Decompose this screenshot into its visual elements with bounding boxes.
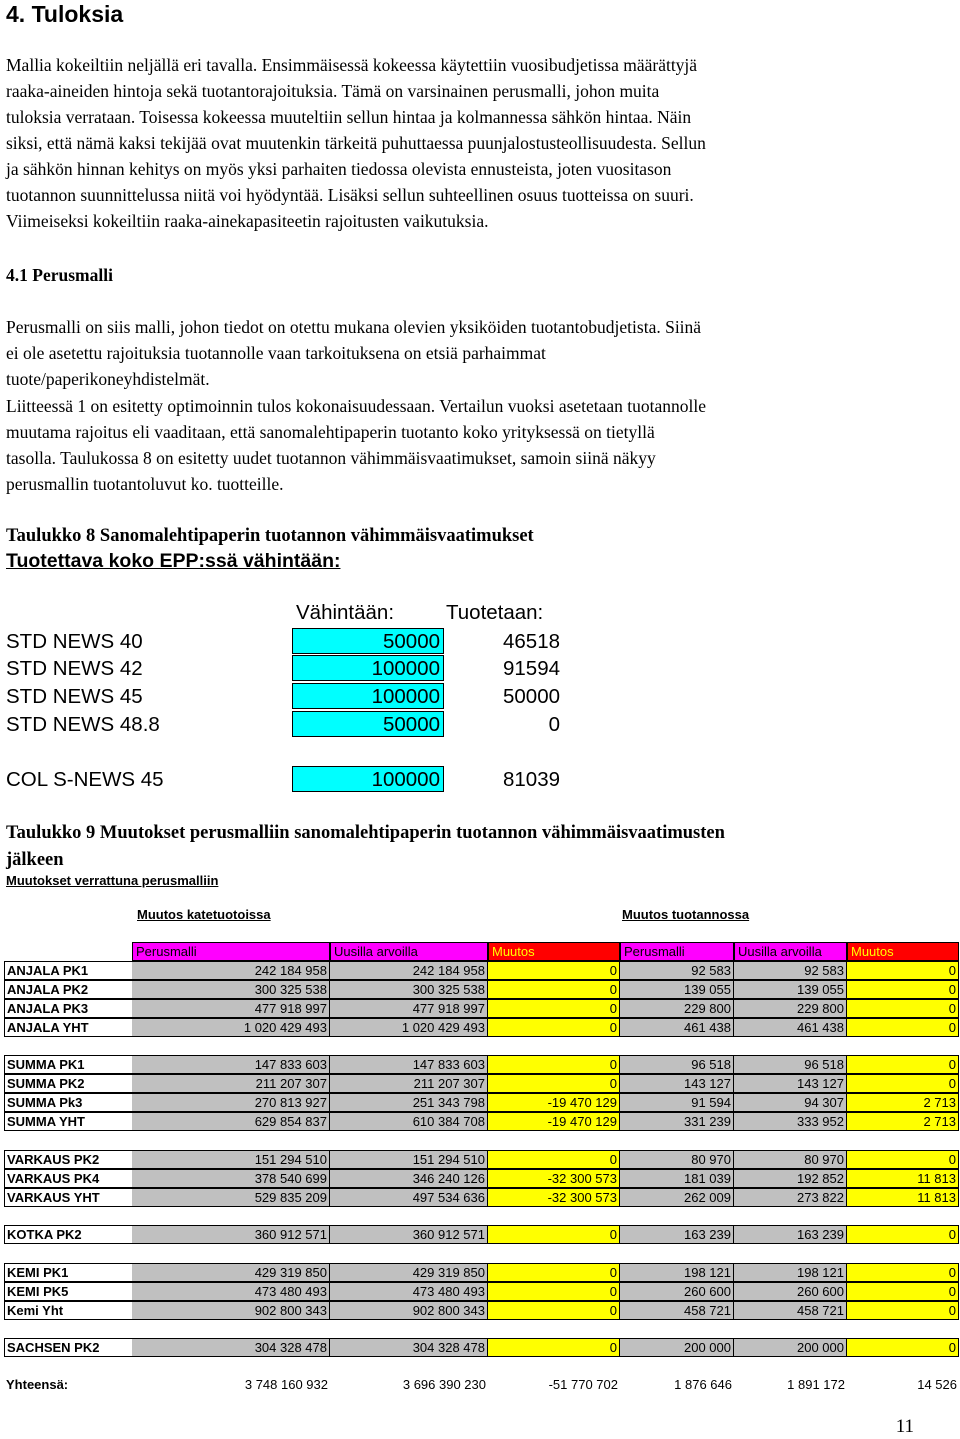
page-number: 11 [895,1416,914,1437]
row-label: SUMMA PK2 [4,1074,132,1093]
change-margin-cell: 0 [488,1018,620,1037]
base-margin-cell: 477 918 997 [132,999,330,1018]
total-new-production: 1 891 172 [787,1377,845,1392]
new-production-cell: 198 121 [734,1263,847,1282]
row-label: ANJALA PK2 [4,980,132,999]
change-production-cell: 0 [847,980,959,999]
col-header-change-production: Muutos [847,942,959,961]
change-production-cell: 2 713 [847,1112,959,1131]
new-margin-cell: 497 534 636 [330,1188,488,1207]
base-production-cell: 143 127 [620,1074,734,1093]
base-margin-cell: 902 800 343 [132,1301,330,1320]
table8-row [0,766,960,793]
product-name: STD NEWS 40 [6,630,143,653]
change-production-cell: 0 [847,1055,959,1074]
change-production-cell: 2 713 [847,1093,959,1112]
base-production-cell: 181 039 [620,1169,734,1188]
base-margin-cell: 473 480 493 [132,1282,330,1301]
change-margin-cell: 0 [488,1150,620,1169]
row-label: ANJALA YHT [4,1018,132,1037]
change-margin-cell: -19 470 129 [488,1093,620,1112]
base-production-cell: 260 600 [620,1282,734,1301]
table9-caption-line2: jälkeen [6,850,64,870]
base-production-cell: 96 518 [620,1055,734,1074]
total-base-margin: 3 748 160 932 [244,1377,328,1392]
new-margin-cell: 902 800 343 [330,1301,488,1320]
base-production-cell: 91 594 [620,1093,734,1112]
section-title: 4.1 Perusmalli [6,265,113,285]
total-change-production: 14 526 [917,1377,957,1392]
change-production-cell: 0 [847,1074,959,1093]
base-margin-cell: 300 325 538 [132,980,330,999]
row-label: VARKAUS PK2 [4,1150,132,1169]
text-line: ja sähkön hinnan kehitys on myös yksi parhaiten tiedossa olevista ennusteista, joten vuositason [6,159,672,179]
row-label: VARKAUS PK4 [4,1169,132,1188]
change-production-cell: 0 [847,1225,959,1244]
text-line: siksi, että nämä kaksi tekijää ovat muutenkin tärkeitä puhuttaessa puunjalostusteollisuudesta. Sellun [6,133,706,153]
change-production-cell: 0 [847,1301,959,1320]
new-margin-cell: 477 918 997 [330,999,488,1018]
base-production-cell: 262 009 [620,1188,734,1207]
new-margin-cell: 147 833 603 [330,1055,488,1074]
row-label: KEMI PK5 [4,1282,132,1301]
base-production-cell: 458 721 [620,1301,734,1320]
text-line: tuotannon suunnittelussa niitä voi hyödyntää. Lisäksi sellun suhteellinen osuus tuotteissa on suuri. [6,185,694,205]
produced-value: 91594 [502,657,560,680]
change-production-cell: 0 [847,1018,959,1037]
row-label: SUMMA Pk3 [4,1093,132,1112]
new-production-cell: 229 800 [734,999,847,1018]
base-margin-cell: 270 813 927 [132,1093,330,1112]
base-margin-cell: 211 207 307 [132,1074,330,1093]
intro-paragraph [6,52,956,234]
min-value-cell: 100000 [292,683,444,709]
col-header-new-margin: Uusilla arvoilla [330,942,488,961]
base-production-cell: 461 438 [620,1018,734,1037]
total-label: Yhteensä: [6,1377,69,1392]
table9-caption-line1: Taulukko 9 Muutokset perusmalliin sanomalehtipaperin tuotannon vähimmäisvaatimusten [6,823,725,843]
base-production-cell: 229 800 [620,999,734,1018]
table8-row [0,655,960,682]
base-margin-cell: 429 319 850 [132,1263,330,1282]
base-production-cell: 163 239 [620,1225,734,1244]
produced-value: 81039 [502,768,560,791]
change-production-cell: 0 [847,1338,959,1357]
chapter-heading: 4. Tuloksia [6,1,124,27]
text-line: tuote/paperikoneyhdistelmät. [6,369,210,389]
min-value-cell: 100000 [292,655,444,681]
text-line: tasolla. Taulukossa 8 on esitetty uudet tuotannon vähimmäisvaatimukset, samoin siinä näkyy [6,448,656,468]
min-value-cell: 50000 [292,711,444,737]
change-production-cell: 0 [847,1263,959,1282]
change-production-cell: 11 813 [847,1188,959,1207]
new-margin-cell: 429 319 850 [330,1263,488,1282]
base-margin-cell: 304 328 478 [132,1338,330,1357]
min-value-cell: 100000 [292,766,444,792]
text-line: Perusmalli on siis malli, johon tiedot on otettu mukana olevien yksiköiden tuotantobudjetista. Siinä [6,317,702,337]
row-label: SACHSEN PK2 [4,1338,132,1357]
change-margin-cell: -32 300 573 [488,1188,620,1207]
new-production-cell: 96 518 [734,1055,847,1074]
base-margin-cell: 147 833 603 [132,1055,330,1074]
table8-row [0,683,960,710]
body-paragraph-2 [6,393,956,497]
table8-caption: Taulukko 8 Sanomalehtipaperin tuotannon vähimmäisvaatimukset [6,526,534,546]
col-header-change-margin: Muutos [488,942,620,961]
row-label: Kemi Yht [4,1301,132,1320]
new-production-cell: 92 583 [734,961,847,980]
col-header-new-production: Uusilla arvoilla [734,942,847,961]
body-paragraph-1 [6,314,956,392]
total-new-margin: 3 696 390 230 [402,1377,486,1392]
row-label: SUMMA PK1 [4,1055,132,1074]
group-label-margin: Muutos katetuotoissa [137,907,271,922]
change-margin-cell: -19 470 129 [488,1112,620,1131]
product-name: STD NEWS 48.8 [6,713,160,736]
new-production-cell: 139 055 [734,980,847,999]
new-production-cell: 333 952 [734,1112,847,1131]
change-margin-cell: 0 [488,980,620,999]
new-production-cell: 200 000 [734,1338,847,1357]
product-name: STD NEWS 42 [6,657,143,680]
total-change-margin: -51 770 702 [548,1377,618,1392]
text-line: muutama rajoitus eli vaaditaan, että sanomalehtipaperin tuotanto koko yrityksessä on tietyllä [6,422,655,442]
base-margin-cell: 1 020 429 493 [132,1018,330,1037]
change-production-cell: 0 [847,1282,959,1301]
new-margin-cell: 473 480 493 [330,1282,488,1301]
product-name: COL S-NEWS 45 [6,768,164,791]
new-production-cell: 94 307 [734,1093,847,1112]
change-margin-cell: -32 300 573 [488,1169,620,1188]
new-production-cell: 461 438 [734,1018,847,1037]
new-margin-cell: 304 328 478 [330,1338,488,1357]
row-label: ANJALA PK3 [4,999,132,1018]
text-line: Liitteessä 1 on esitetty optimoinnin tulos kokonaisuudessaan. Vertailun vuoksi asetetaan tuotannolle [6,396,707,416]
change-margin-cell: 0 [488,999,620,1018]
product-name: STD NEWS 45 [6,685,143,708]
base-margin-cell: 360 912 571 [132,1225,330,1244]
total-base-production: 1 876 646 [674,1377,732,1392]
row-label: SUMMA YHT [4,1112,132,1131]
table8-row [0,628,960,655]
row-label: KOTKA PK2 [4,1225,132,1244]
base-production-cell: 331 239 [620,1112,734,1131]
table8-header-min: Vähintään: [296,601,395,624]
base-margin-cell: 151 294 510 [132,1150,330,1169]
change-production-cell: 0 [847,999,959,1018]
table9-subtitle: Muutokset verrattuna perusmalliin [6,873,219,888]
min-value-cell: 50000 [292,628,444,654]
base-margin-cell: 242 184 958 [132,961,330,980]
change-margin-cell: 0 [488,1338,620,1357]
base-production-cell: 200 000 [620,1338,734,1357]
group-label-production: Muutos tuotannossa [622,907,750,922]
change-margin-cell: 0 [488,961,620,980]
base-production-cell: 80 970 [620,1150,734,1169]
change-margin-cell: 0 [488,1225,620,1244]
col-header-base-production: Perusmalli [620,942,734,961]
base-production-cell: 139 055 [620,980,734,999]
change-margin-cell: 0 [488,1301,620,1320]
new-margin-cell: 1 020 429 493 [330,1018,488,1037]
row-label: ANJALA PK1 [4,961,132,980]
text-line: tuloksia verrataan. Toisessa kokeessa muuteltiin sellun hintaa ja kolmannessa sähkön hintaa. Näin [6,107,692,127]
change-production-cell: 0 [847,1150,959,1169]
row-label: KEMI PK1 [4,1263,132,1282]
base-margin-cell: 378 540 699 [132,1169,330,1188]
produced-value: 0 [548,713,560,736]
change-margin-cell: 0 [488,1055,620,1074]
new-margin-cell: 346 240 126 [330,1169,488,1188]
change-margin-cell: 0 [488,1074,620,1093]
base-production-cell: 198 121 [620,1263,734,1282]
text-line: perusmallin tuotantoluvut ko. tuotteille. [6,474,284,494]
new-margin-cell: 360 912 571 [330,1225,488,1244]
produced-value: 50000 [502,685,560,708]
text-line: Mallia kokeiltiin neljällä eri tavalla. Ensimmäisessä kokeessa käytettiin vuosibudjetissa määrättyjä [6,55,698,75]
text-line: ei ole asetettu rajoituksia tuotannolle vaan tarkoituksena on etsiä parhaimmat [6,343,546,363]
base-margin-cell: 529 835 209 [132,1188,330,1207]
new-production-cell: 260 600 [734,1282,847,1301]
base-margin-cell: 629 854 837 [132,1112,330,1131]
table8-row [0,711,960,738]
text-line: Viimeiseksi kokeiltiin raaka-ainekapasiteetin rajoitusten vaikutuksia. [6,211,489,231]
new-margin-cell: 251 343 798 [330,1093,488,1112]
produced-value: 46518 [502,630,560,653]
row-label: VARKAUS YHT [4,1188,132,1207]
change-production-cell: 11 813 [847,1169,959,1188]
new-margin-cell: 610 384 708 [330,1112,488,1131]
new-production-cell: 273 822 [734,1188,847,1207]
new-production-cell: 143 127 [734,1074,847,1093]
change-margin-cell: 0 [488,1282,620,1301]
new-margin-cell: 242 184 958 [330,961,488,980]
change-production-cell: 0 [847,961,959,980]
new-margin-cell: 151 294 510 [330,1150,488,1169]
new-production-cell: 163 239 [734,1225,847,1244]
text-line: raaka-aineiden hintoja sekä tuotantorajoituksia. Tämä on varsinainen perusmalli, johon muita [6,81,660,101]
new-margin-cell: 300 325 538 [330,980,488,999]
new-production-cell: 80 970 [734,1150,847,1169]
base-production-cell: 92 583 [620,961,734,980]
table8-header-prod: Tuotetaan: [446,601,544,624]
table8-subtitle: Tuotettava koko EPP:ssä vähintään: [6,550,341,572]
col-header-base-margin: Perusmalli [132,942,330,961]
new-production-cell: 192 852 [734,1169,847,1188]
new-production-cell: 458 721 [734,1301,847,1320]
change-margin-cell: 0 [488,1263,620,1282]
new-margin-cell: 211 207 307 [330,1074,488,1093]
